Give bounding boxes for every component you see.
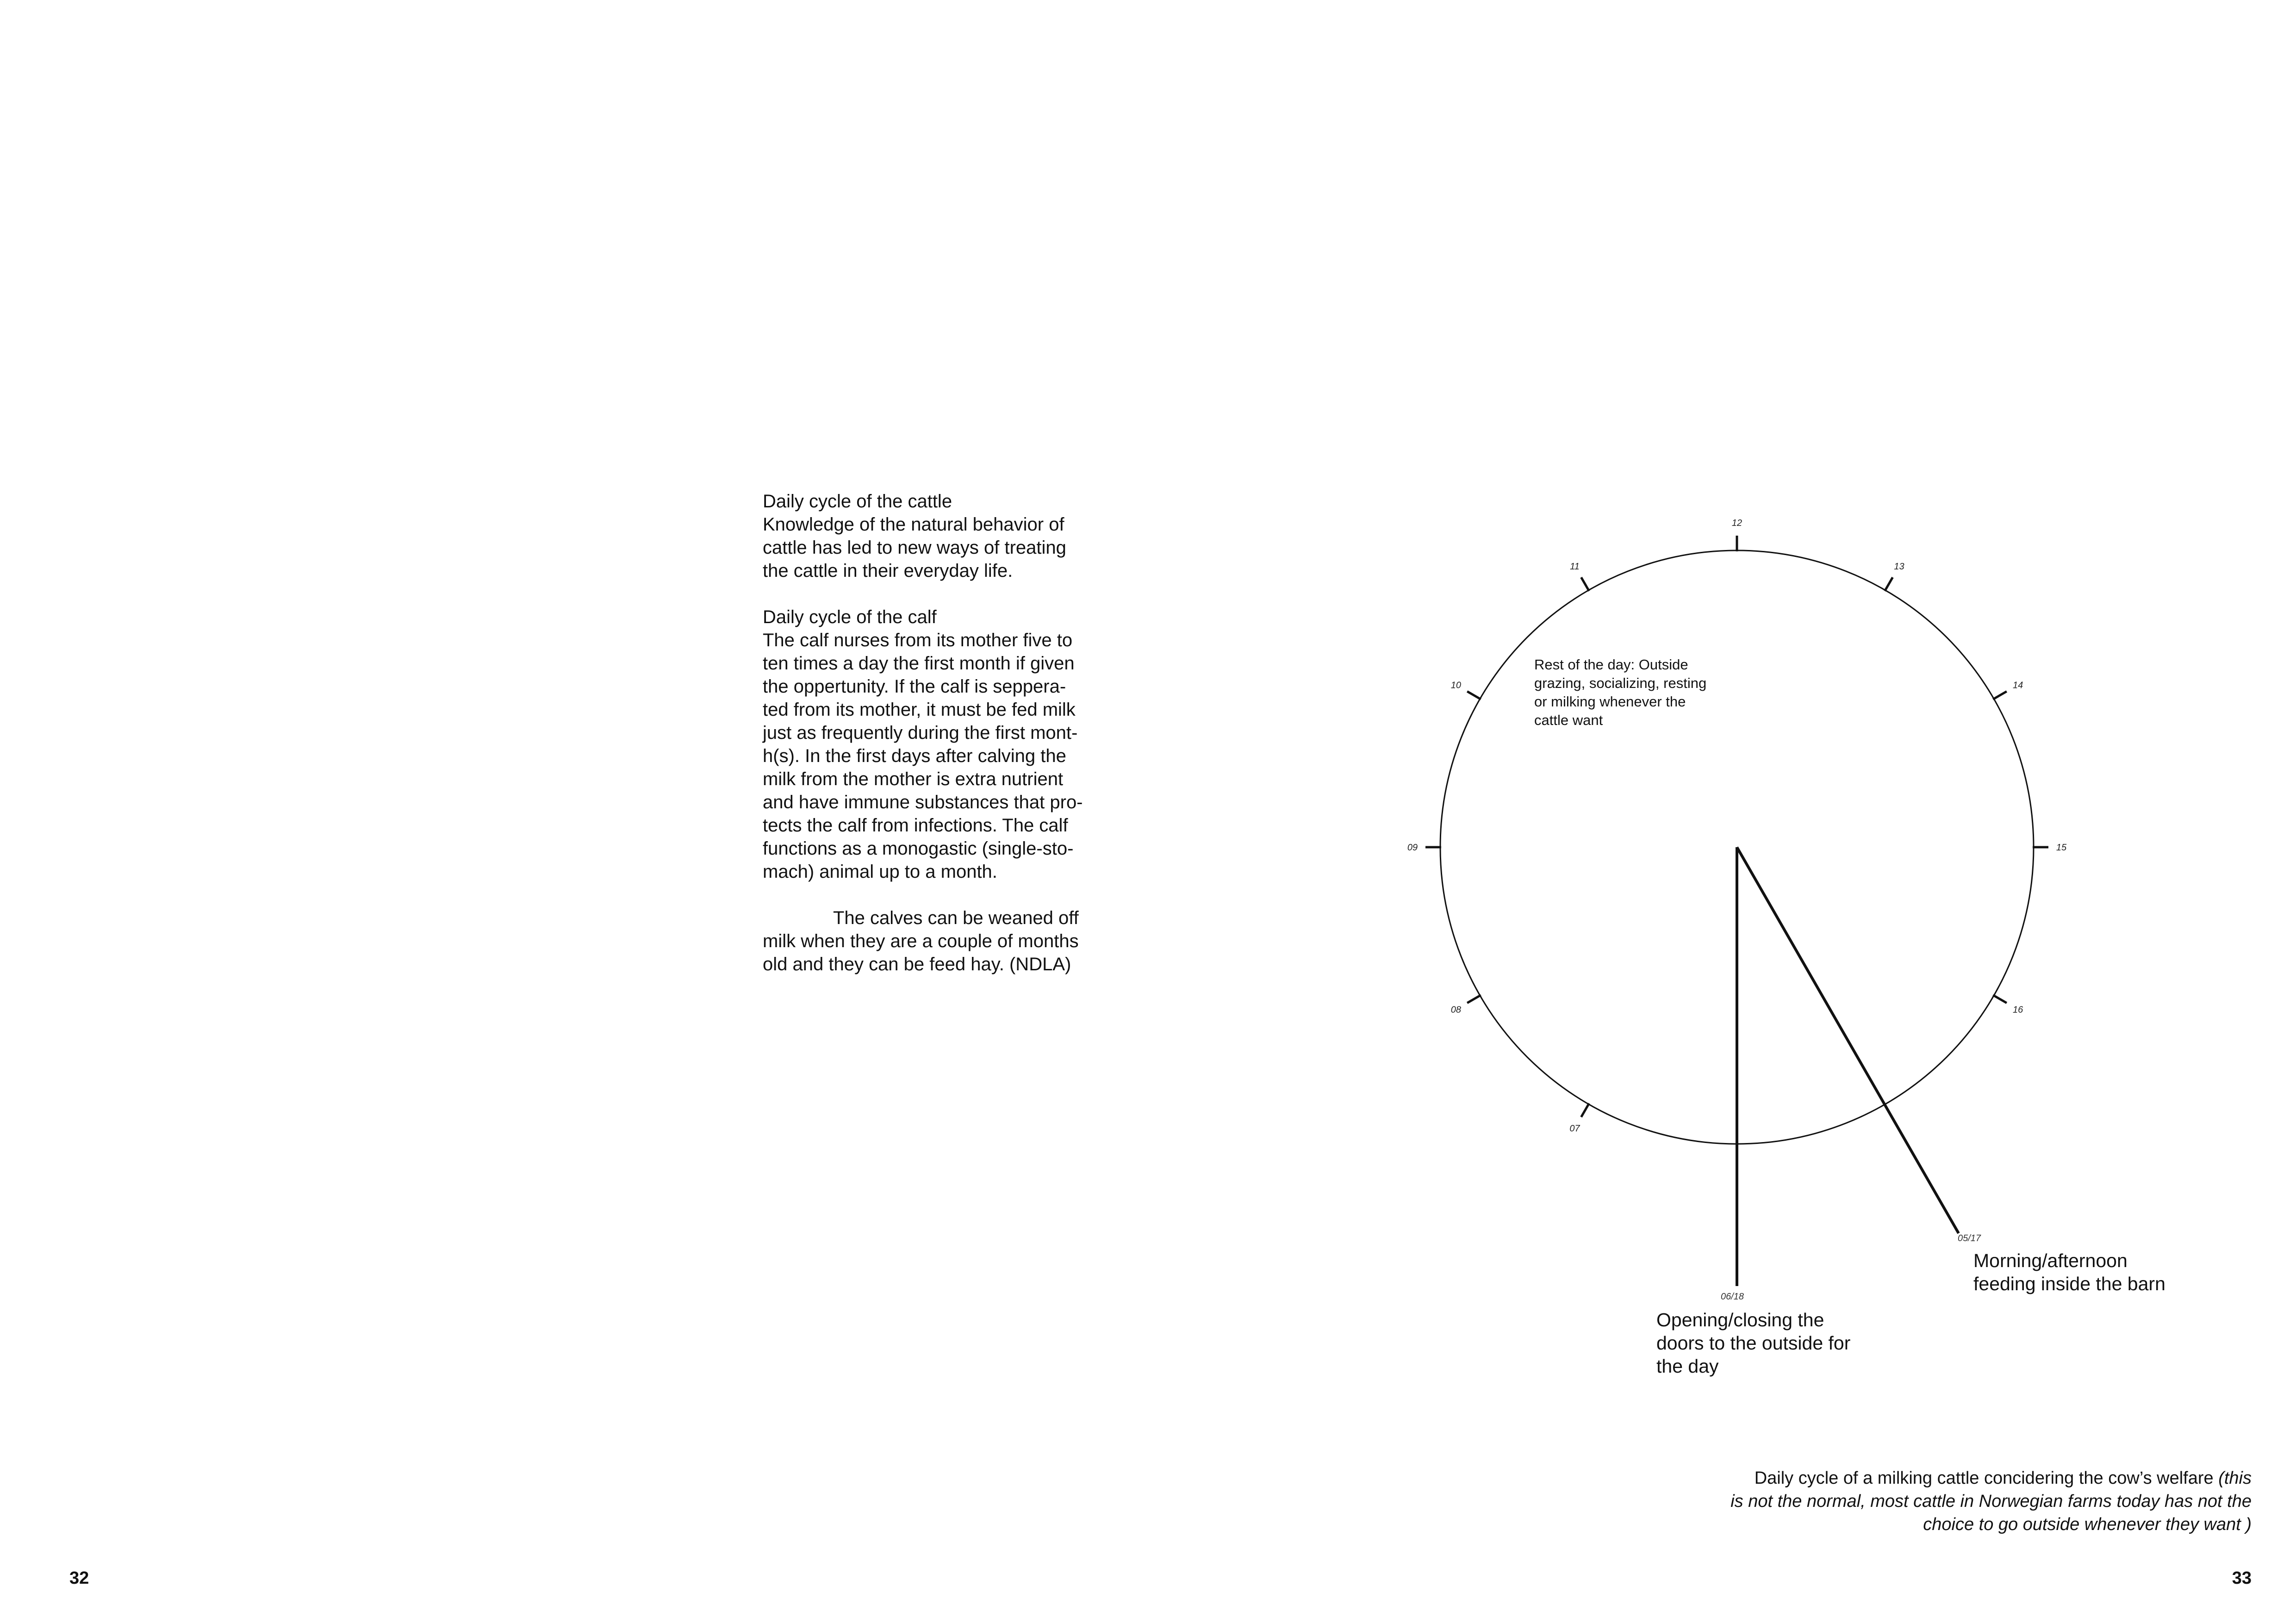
- body-line: cattle has led to new ways of treating: [763, 537, 1066, 558]
- clock-tick-08: [1467, 995, 1481, 1003]
- body-line: h(s). In the first days after calving the: [763, 746, 1066, 766]
- body-line: milk from the mother is extra nutrient: [763, 769, 1064, 789]
- annotation-line: the day: [1656, 1355, 1719, 1377]
- body-line: milk when they are a couple of months: [763, 931, 1079, 951]
- annotation-line: feeding inside the barn: [1973, 1273, 2165, 1294]
- clock-hour-label-09: 09: [1407, 843, 1418, 853]
- body-line: Knowledge of the natural behavior of: [763, 514, 1064, 535]
- body-line: ted from its mother, it must be fed milk: [763, 700, 1076, 720]
- inner-note-line: grazing, socializing, resting: [1534, 675, 1707, 691]
- caption-text: Daily cycle of a milking cattle concidering the cow’s welfare: [1754, 1468, 2219, 1488]
- inner-note-line: cattle want: [1534, 712, 1603, 728]
- clock-tick-14: [1993, 692, 2006, 700]
- clock-hour-label-08: 08: [1450, 1005, 1462, 1015]
- clock-inner-note: [1534, 656, 1729, 730]
- clock-tick-10: [1467, 692, 1481, 700]
- body-line: ten times a day the first month if given: [763, 653, 1075, 674]
- clock-hour-label-14: 14: [2012, 680, 2023, 691]
- body-line: mach) animal up to a month.: [763, 862, 997, 882]
- body-line: and have immune substances that pro-: [763, 792, 1083, 812]
- clock-hour-label-12: 12: [1731, 518, 1742, 528]
- clock-hour-label-16: 16: [2012, 1005, 2023, 1015]
- clock-hour-label-15: 15: [2056, 843, 2067, 853]
- caption-italic: (this: [2218, 1468, 2252, 1488]
- body-line: just as frequently during the first mont-: [763, 723, 1078, 743]
- annotation-line: doors to the outside for: [1656, 1332, 1851, 1354]
- figure-caption: [1678, 1467, 2252, 1536]
- body-line: the oppertunity. If the calf is seppera-: [763, 676, 1066, 697]
- marker-time-06-18: 06/18: [1721, 1292, 1744, 1302]
- body-line: functions as a monogastic (single-sto-: [763, 838, 1074, 859]
- section-heading-cattle: Daily cycle of the cattle: [763, 491, 952, 512]
- body-line: The calf nurses from its mother five to: [763, 630, 1073, 650]
- clock-hour-label-10: 10: [1450, 680, 1462, 691]
- annotation-line: Opening/closing the: [1656, 1309, 1824, 1330]
- caption-italic: choice to go outside whenever they want ): [1923, 1515, 2252, 1534]
- clock-hour-label-13: 13: [1894, 561, 1904, 572]
- page-number-left: 32: [69, 1568, 89, 1588]
- clock-tick-11: [1581, 577, 1589, 591]
- clock-hour-label-11: 11: [1570, 561, 1580, 572]
- clock-tick-13: [1885, 577, 1893, 591]
- body-line: tects the calf from infections. The calf: [763, 815, 1068, 836]
- annotation-line: Morning/afternoon: [1973, 1250, 2128, 1271]
- marker-time-05-17: 05/17: [1958, 1233, 1981, 1243]
- inner-note-line: or milking whenever the: [1534, 693, 1686, 710]
- annotation-feeding: [1973, 1249, 2165, 1295]
- section-heading-calf: Daily cycle of the calf: [763, 607, 937, 627]
- clock-tick-16: [1993, 995, 2006, 1003]
- clock-tick-07: [1581, 1103, 1589, 1117]
- body-line: the cattle in their everyday life.: [763, 561, 1013, 581]
- page-number-right: 33: [2232, 1568, 2252, 1588]
- body-line: old and they can be feed hay. (NDLA): [763, 954, 1071, 974]
- hand-feeding: [1737, 847, 1959, 1233]
- inner-note-line: Rest of the day: Outside: [1534, 656, 1688, 673]
- body-line: The calves can be weaned off: [833, 908, 1079, 928]
- clock-hour-label-07: 07: [1569, 1124, 1580, 1134]
- caption-italic: is not the normal, most cattle in Norwegian farms today has not the: [1730, 1492, 2252, 1511]
- annotation-opening-closing: [1656, 1308, 1850, 1378]
